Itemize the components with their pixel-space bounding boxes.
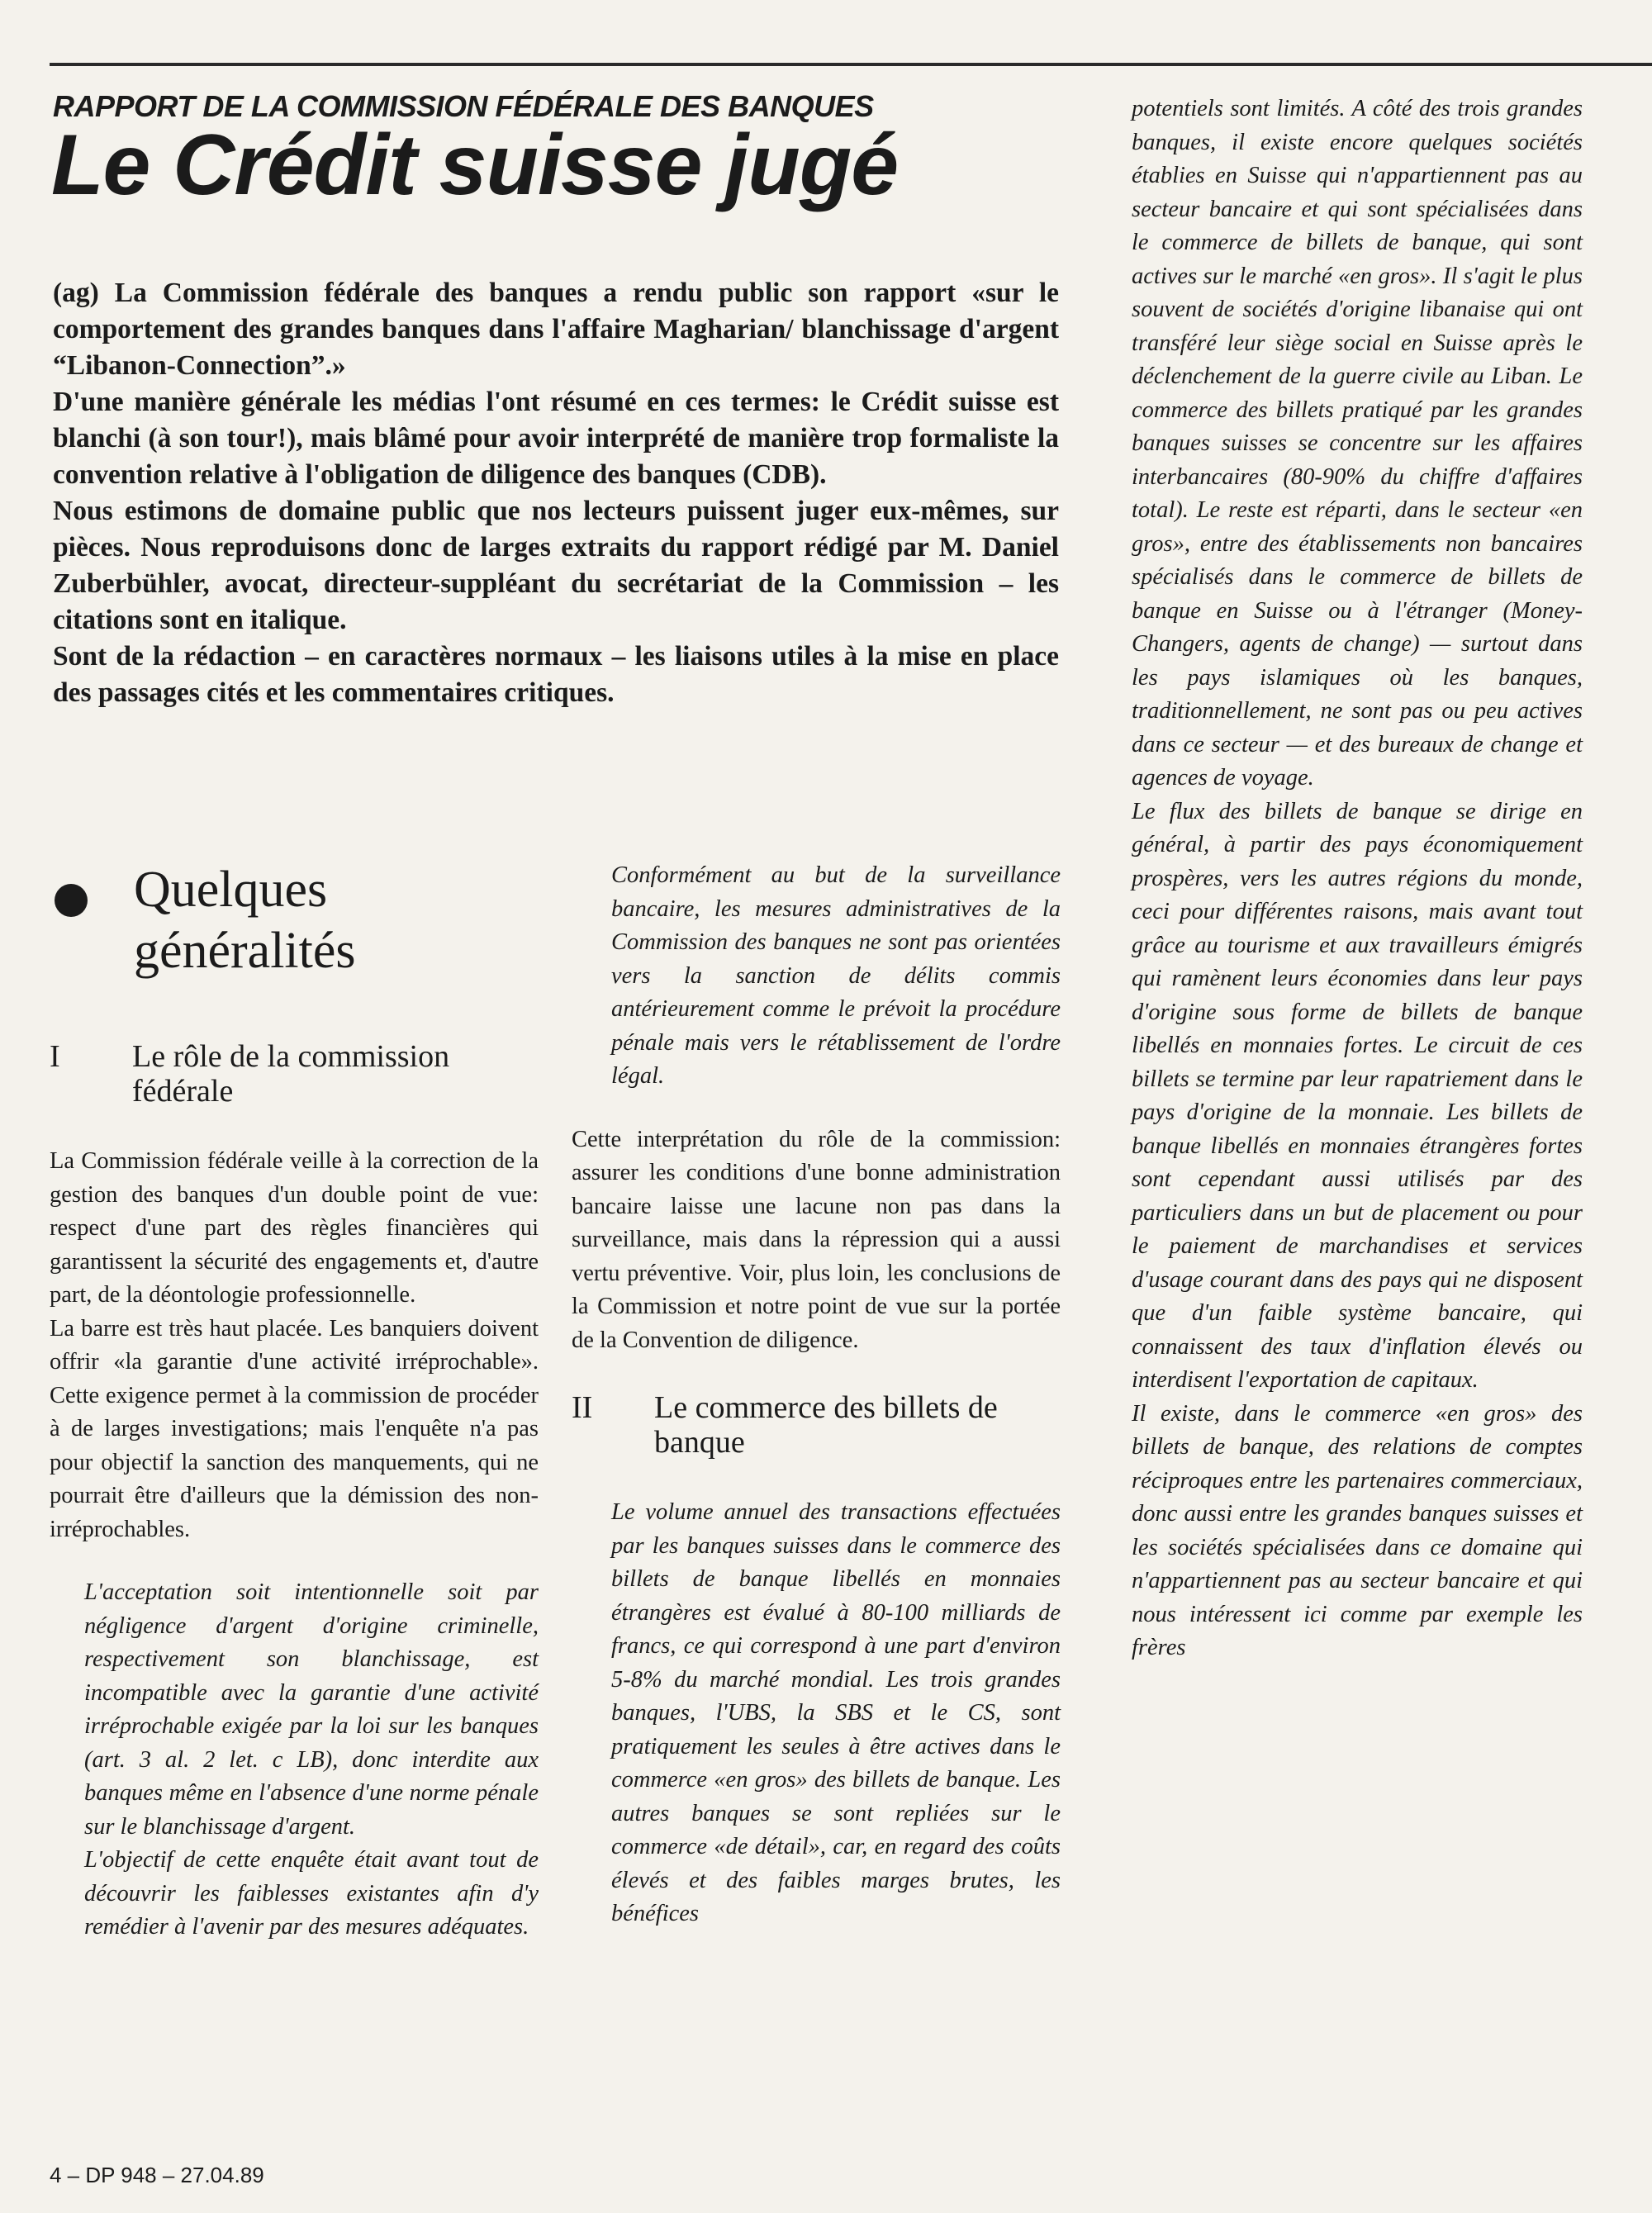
section-title: Quelques généralités [134,862,356,979]
article-title: Le Crédit suisse jugé [51,117,899,213]
quote-paragraph: Le volume annuel des transactions effectuées par les banques suisses dans le commerce des billets de banque libellés en monnaies étrangères est évalué à 80-100 milliards de francs, ce qui correspond à une part d'environ 5-8% du marché mondial. Les trois grandes banques, l'UBS, la SBS et le CS, sont pratiquement les seules à être actives dans le commerce «en gros» des billets de banque. Les autres banques se sont repliées sur le commerce «de détail», car, en regard des coûts élevés et des faibles marges brutes, les bénéfices [611,1499,1061,1926]
quote-paragraph: L'acceptation soit intentionnelle soit par négligence d'argent d'origine criminelle, respectivement son blanchissage, est incompatible avec la garantie d'une activité irréprochable exigée par la loi sur les banques (art. 3 al. 2 let. c LB), donc interdite aux banques même en l'absence d'une norme pénale sur le blanchissage d'argent. [84,1579,539,1840]
subsection-title: Le commerce des billets de banque [654,1390,998,1460]
column-middle [572,859,1061,1931]
subsection-heading [50,1039,539,1109]
intro-paragraph: (ag) La Commission fédérale des banques a rendu public son rapport «sur le comportement des grandes banques dans l'affaire Magharian/ blanchissage d'argent “Libanon-Connection”.» [53,278,1059,381]
section-heading [50,859,539,981]
body-paragraph: La barre est très haut placée. Les banquiers doivent offrir «la garantie d'une activité irréprochable». Cette exigence permet à la commission de procéder à de larges investigations; mais l'enquête n'a pas pour objectif la sanction des manquements, qui ne pourrait être d'ailleurs que la démission des non-irréprochables. [50,1315,539,1542]
subsection-title: Le rôle de la commission fédérale [132,1039,450,1109]
intro-paragraph: Sont de la rédaction – en caractères normaux – les liaisons utiles à la mise en place des passages cités et les commentaires critiques. [53,641,1059,708]
article-kicker: RAPPORT DE LA COMMISSION FÉDÉRALE DES BANQUES [53,89,874,123]
column-right [1132,93,1583,1665]
body-paragraph: La Commission fédérale veille à la correction de la gestion des banques d'un double point de vue: respect d'une part des règles financières qui garantissent la sécurité des engagements et, d'autre part, de la déontologie professionnelle. [50,1148,539,1308]
quote-paragraph: Il existe, dans le commerce «en gros» des billets de banque, des relations de comptes réciproques entre les partenaires commerciaux, donc aussi entre les grandes banques suisses et les sociétés spécialisées dans ce domaine qui n'appartiennent pas au secteur bancaire et qui nous intéressent ici comme par exemple les frères [1132,1400,1583,1660]
quote-paragraph: Le flux des billets de banque se dirige en général, à partir des pays économiquement prospères, vers les autres régions du monde, ceci pour différentes raisons, mais avant tout grâce au tourisme et aux travailleurs émigrés qui ramènent leurs économies dans leur pays d'origine sous forme de billets de banque libellés en monnaies fortes. Le circuit de ces billets se termine par leur rapatriement dans le pays d'origine de la monnaie. Les billets de banque libellés en monnaies étrangères fortes sont cependant aussi utilisés par des particuliers dans un but de placement ou pour le paiement de marchandises et services d'usage courant dans des pays qui ne disposent que d'un faible système bancaire, qui connaissent des taux d'inflation élevés ou interdisent l'exportation de capitaux. [1132,798,1583,1393]
intro-paragraph: D'une manière générale les médias l'ont résumé en ces termes: le Crédit suisse est blanchi (à son tour!), mais blâmé pour avoir interprété de manière trop formaliste la convention relative à l'obligation de diligence des banques (CDB). [53,387,1059,490]
bullet-icon [55,884,88,917]
intro-paragraph: Nous estimons de domaine public que nos lecteurs puissent juger eux-mêmes, sur pièces. Nous reproduisons donc de larges extraits du rapport rédigé par M. Daniel Zuberbühler, avocat, directeur-suppléant du secrétariat de la Commission – les citations sont en italique. [53,496,1059,635]
article-intro [53,275,1059,711]
quote-paragraph: L'objectif de cette enquête était avant tout de découvrir les faiblesses existantes afin d'y remédier à l'avenir par des mesures adéquates. [84,1847,539,1940]
subsection-number: I [50,1039,60,1074]
top-rule [50,63,1652,66]
column-left [50,859,539,1945]
quote-paragraph: potentiels sont limités. A côté des trois grandes banques, il existe encore quelques sociétés établies en Suisse qui n'appartiennent pas au secteur bancaire et qui sont spécialisées dans le commerce de billets de banque, qui sont actives sur le marché «en gros». Il s'agit le plus souvent de sociétés d'origine libanaise qui ont transféré leur siège social en Suisse après le déclenchement de la guerre civile au Liban. Le commerce des billets pratiqué par les grandes banques suisses se concentre sur les affaires interbancaires (80-90% du chiffre d'affaires total). Le reste est réparti, dans le secteur «en gros», entre des établissements non bancaires spécialisés dans le commerce de billets de banque en Suisse ou à l'étranger (Money-Changers, agents de change) — surtout dans les pays islamiques où les banques, traditionnellement, ne sont pas ou peu actives dans ce secteur — et des bureaux de change et agences de voyage. [1132,96,1583,791]
quote-paragraph: Conformément au but de la surveillance bancaire, les mesures administratives de la Commission des banques ne sont pas orientées vers la sanction de délits commis antérieurement comme le prévoit la procédure pénale mais vers le rétablissement de l'ordre légal. [611,862,1061,1089]
subsection-number: II [572,1390,593,1425]
body-paragraph: Cette interprétation du rôle de la commission: assurer les conditions d'une bonne administration bancaire laisse une lacune non pas dans la surveillance, mais dans la répression qui a aussi vertu préventive. Voir, plus loin, les conclusions de la Commission et notre point de vue sur la portée de la Convention de diligence. [572,1126,1061,1353]
subsection-heading [572,1390,1061,1460]
page-footer: 4 – DP 948 – 27.04.89 [50,2163,264,2187]
